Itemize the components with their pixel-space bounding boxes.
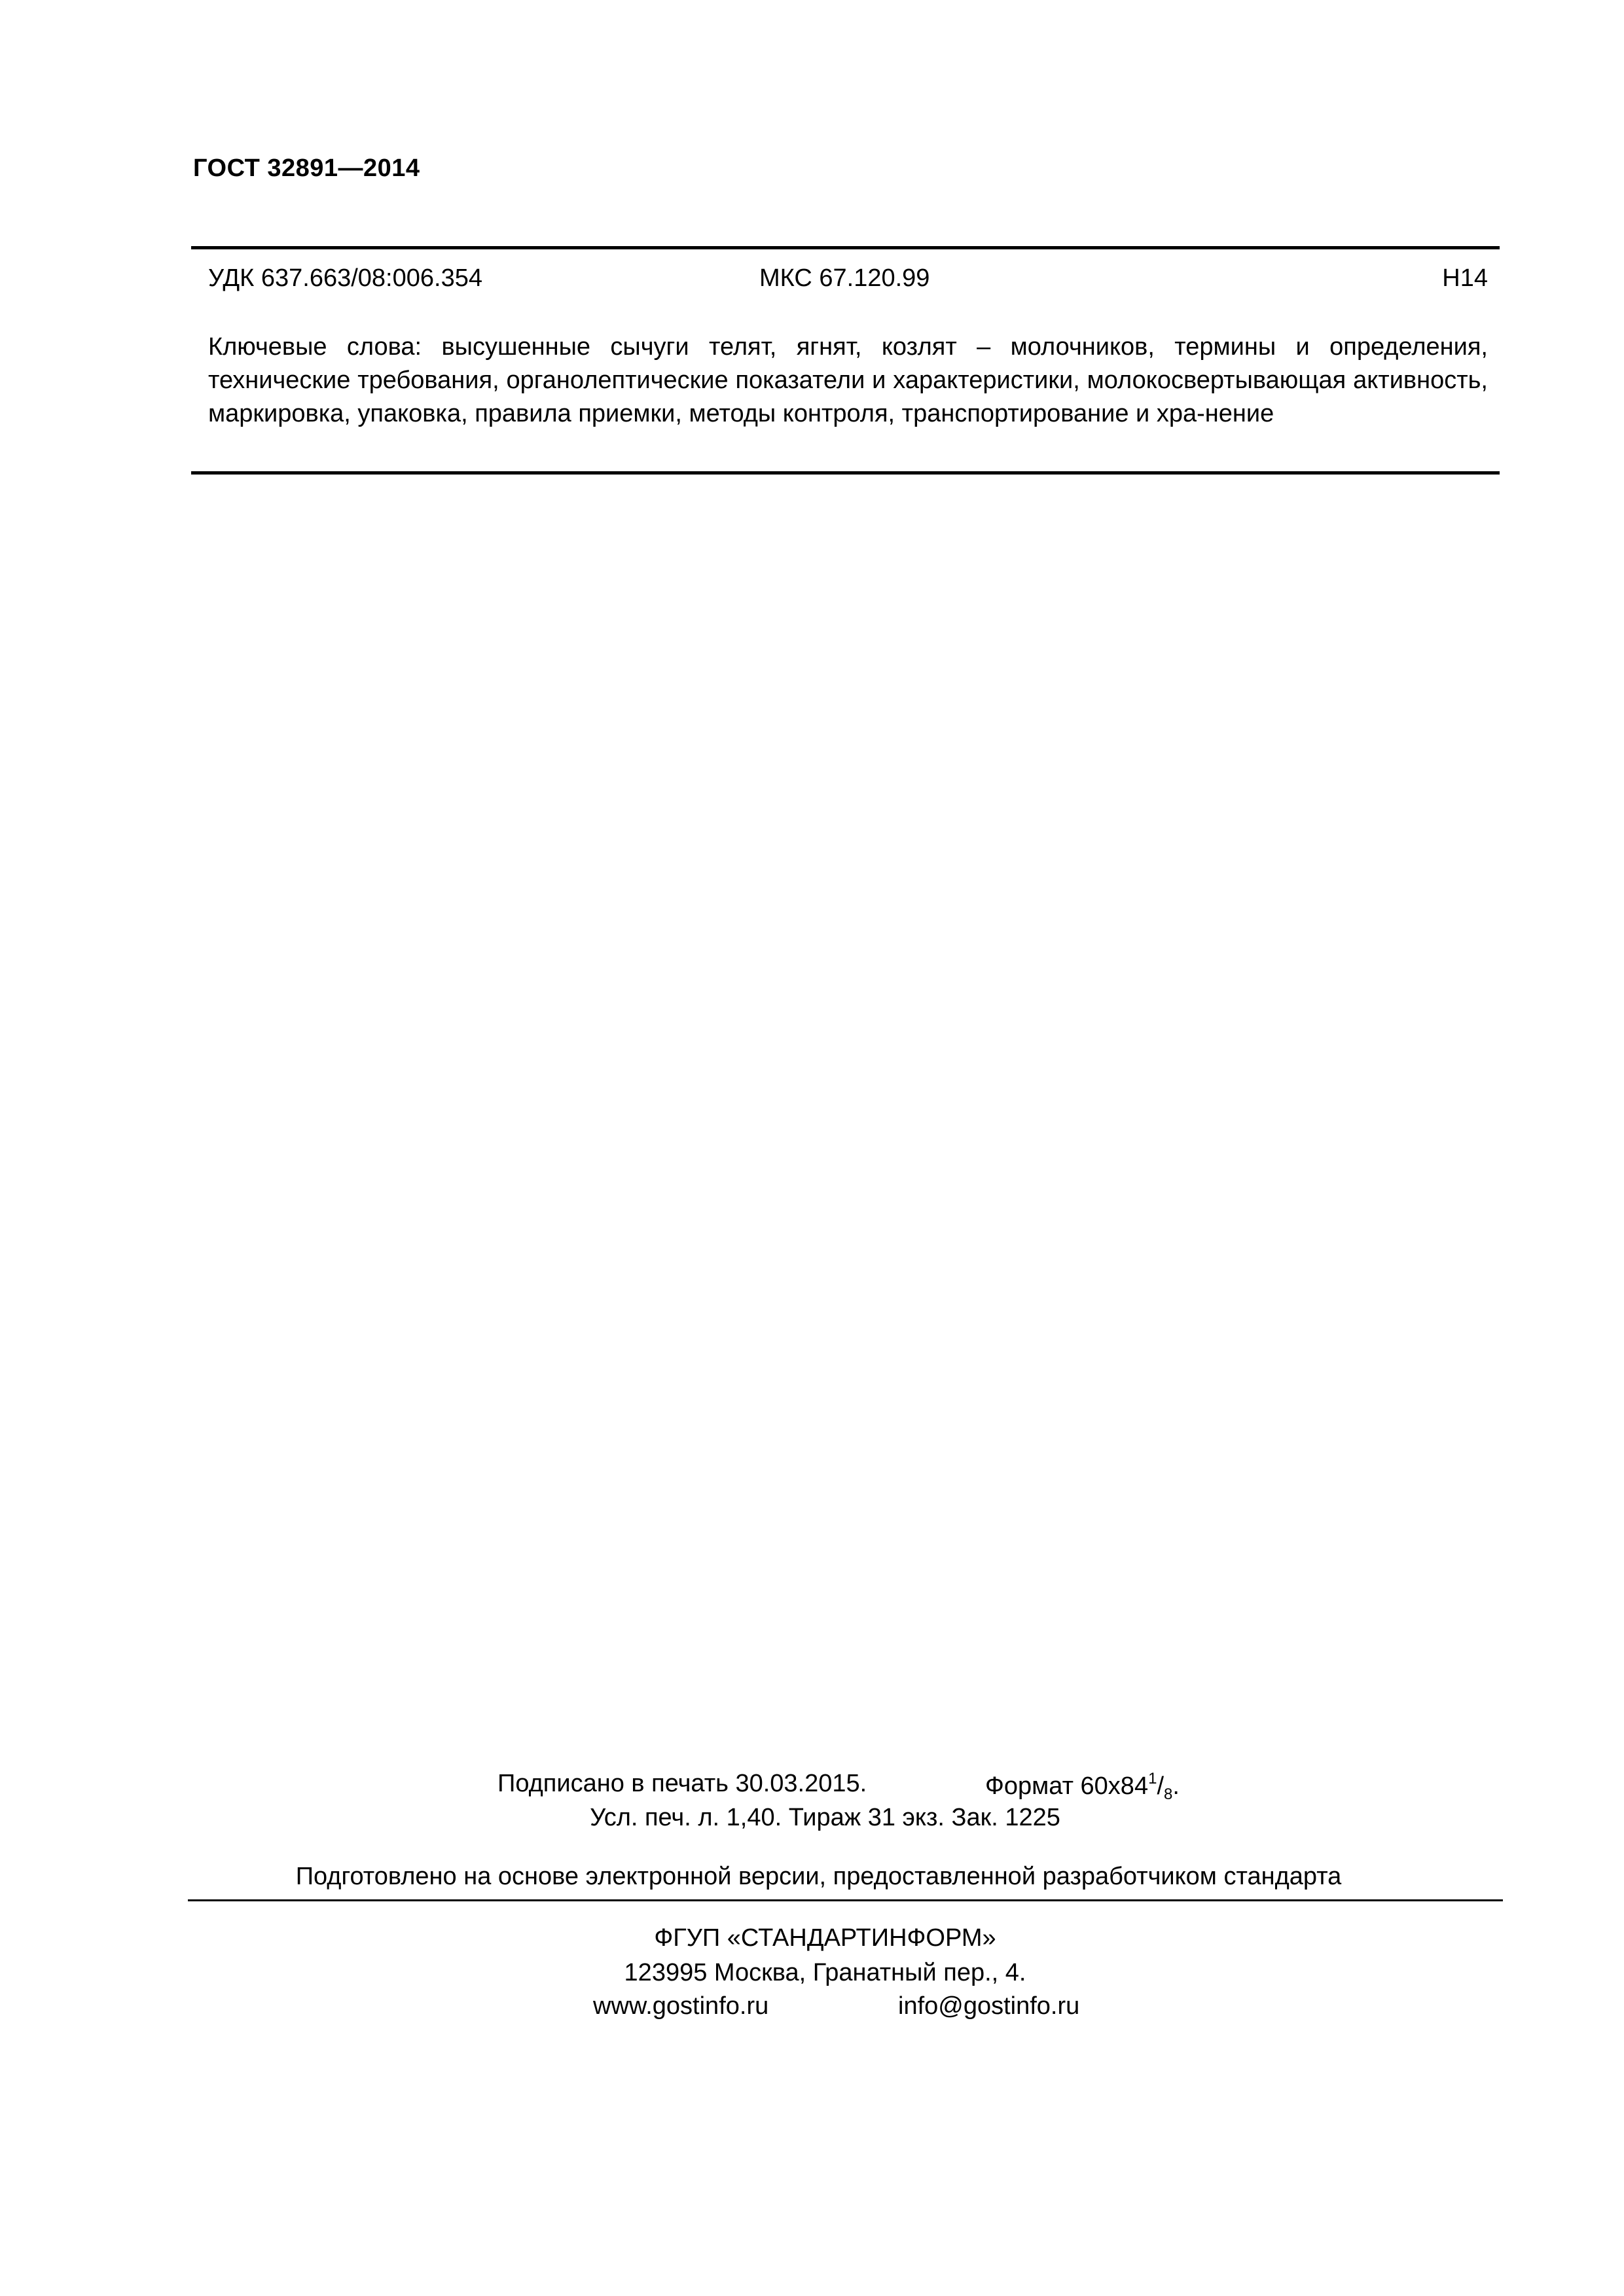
h-code: Н14 xyxy=(1442,264,1488,292)
publisher-email[interactable]: info@gostinfo.ru xyxy=(898,1992,1080,2020)
print-info: Усл. печ. л. 1,40. Тираж 31 экз. Зак. 1225 xyxy=(590,1804,1060,1831)
print-format xyxy=(985,1770,1180,1804)
mks-code: МКС 67.120.99 xyxy=(759,264,930,292)
top-rule xyxy=(191,246,1500,249)
document-code: ГОСТ 32891—2014 xyxy=(193,154,420,182)
format-prefix: Формат 60х84 xyxy=(985,1772,1149,1800)
keywords-paragraph: Ключевые слова: высушенные сычуги телят, ягнят, козлят – молочников, термины и определения, технические требования, органолептические показатели и характеристики, молокосвертывающая активность, маркировка, упаковка, правила приемки, методы контроля, транспортирование и хра-нение xyxy=(208,333,1488,427)
format-numerator: 1 xyxy=(1148,1770,1157,1787)
udk-code: УДК 637.663/08:006.354 xyxy=(208,264,482,292)
format-suffix: . xyxy=(1172,1772,1180,1800)
prepared-note: Подготовлено на основе электронной версии, предоставленной разработчиком стандарта xyxy=(295,1863,1342,1890)
publisher-address: 123995 Москва, Гранатный пер., 4. xyxy=(624,1959,1026,1986)
publisher-website[interactable]: www.gostinfo.ru xyxy=(593,1992,769,2020)
signed-date: Подписано в печать 30.03.2015. xyxy=(497,1770,867,1797)
footer-rule xyxy=(188,1899,1503,1901)
bottom-rule xyxy=(191,471,1500,475)
classification-row xyxy=(208,264,1488,297)
format-separator: / xyxy=(1157,1772,1164,1800)
publisher-name: ФГУП «СТАНДАРТИНФОРМ» xyxy=(654,1924,996,1952)
format-denominator: 8 xyxy=(1164,1785,1173,1803)
